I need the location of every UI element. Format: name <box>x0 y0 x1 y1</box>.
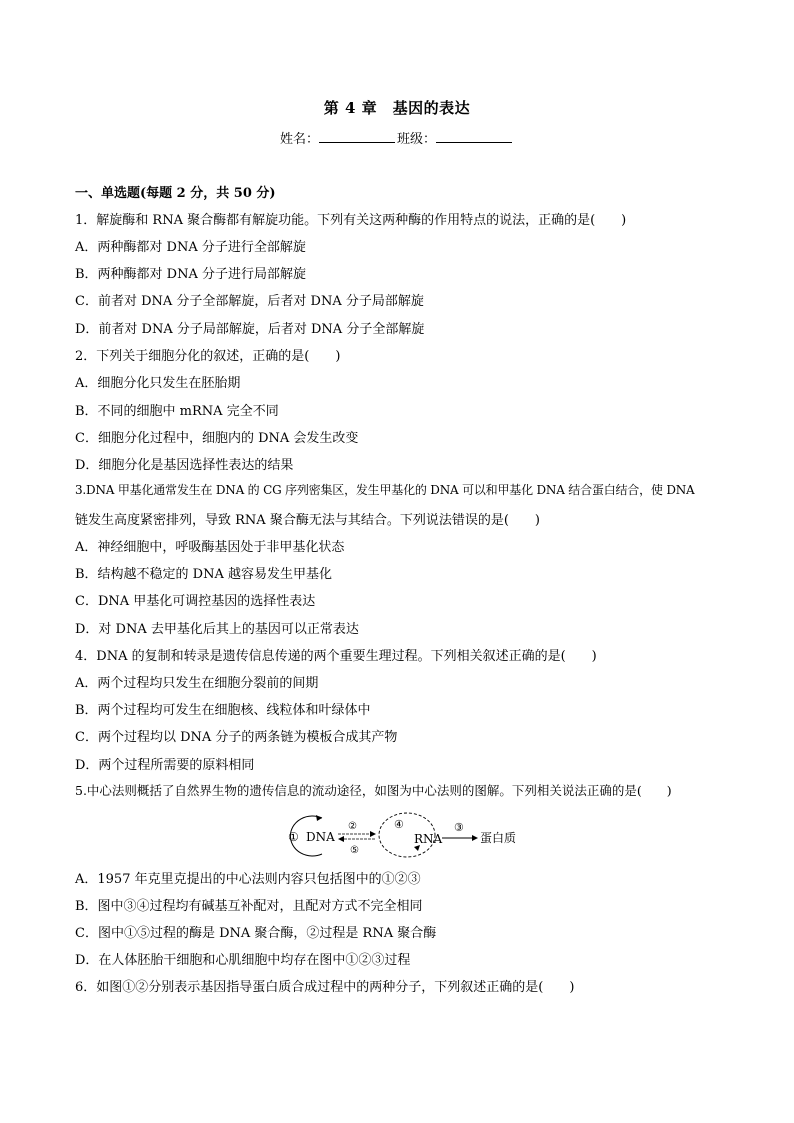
option-line: C．前者对 DNA 分子全部解旋，后者对 DNA 分子局部解旋 <box>75 294 424 309</box>
option-line: D．细胞分化是基因选择性表达的结果 <box>75 458 294 473</box>
option-line: D．前者对 DNA 分子局部解旋，后者对 DNA 分子全部解旋 <box>75 322 425 337</box>
name-blank[interactable] <box>319 130 395 143</box>
dna-label: DNA <box>306 830 335 844</box>
question-line: 4．DNA 的复制和转录是遗传信息传递的两个重要生理过程。下列相关叙述正确的是( ) <box>75 649 597 664</box>
option-line: D．对 DNA 去甲基化后其上的基因可以正常表达 <box>75 622 359 637</box>
page-title: 第 4 章 基因的表达 <box>323 99 471 117</box>
class-label: 班级： <box>397 132 437 147</box>
name-label: 姓名： <box>279 132 319 147</box>
question-line: 6．如图①②分别表示基因指导蛋白质合成过程中的两种分子，下列叙述正确的是( ) <box>75 980 575 995</box>
option-line: B．不同的细胞中 mRNA 完全不同 <box>75 404 279 419</box>
label-2: ② <box>348 821 357 832</box>
question-line: 3.DNA 甲基化通常发生在 DNA 的 CG 序列密集区，发生甲基化的 DNA 可以和甲基化 DNA 结合蛋白结合，使 DNA <box>75 483 695 497</box>
label-1: ① <box>288 830 299 844</box>
section-heading: 一、单选题(每题 2 分，共 50 分) <box>75 186 276 201</box>
question-line: 1．解旋酶和 RNA 聚合酶都有解旋功能。下列有关这两种酶的作用特点的说法，正确的是( ) <box>75 213 627 228</box>
label-5: ⑤ <box>350 845 359 856</box>
option-line: A．神经细胞中，呼吸酶基因处于非甲基化状态 <box>75 540 345 555</box>
option-line: C．细胞分化过程中，细胞内的 DNA 会发生改变 <box>75 431 359 446</box>
option-line: D．两个过程所需要的原料相同 <box>75 758 255 773</box>
question-line: 2．下列关于细胞分化的叙述，正确的是( ) <box>75 349 341 364</box>
option-line: C．图中①⑤过程的酶是 DNA 聚合酶，②过程是 RNA 聚合酶 <box>75 926 437 941</box>
class-blank[interactable] <box>436 130 512 143</box>
option-line: A．两个过程均只发生在细胞分裂前的间期 <box>75 676 319 691</box>
central-dogma-diagram <box>270 812 540 862</box>
option-line: D．在人体胚胎干细胞和心肌细胞中均存在图中①②③过程 <box>75 953 411 968</box>
option-line: B．两个过程均可发生在细胞核、线粒体和叶绿体中 <box>75 703 371 718</box>
label-4: ④ <box>394 818 404 831</box>
option-line: A．1957 年克里克提出的中心法则内容只包括图中的①②③ <box>75 872 421 887</box>
question-line: 5.中心法则概括了自然界生物的遗传信息的流动途径，如图为中心法则的图解。下列相关说法正确的是( ) <box>75 783 672 798</box>
rna-label: RNA <box>414 832 443 846</box>
option-line: C．两个过程均以 DNA 分子的两条链为模板合成其产物 <box>75 730 398 745</box>
question-line: 链发生高度紧密排列，导致 RNA 聚合酶无法与其结合。下列说法错误的是( ) <box>75 513 540 528</box>
protein-label: 蛋白质 <box>480 831 517 845</box>
name-class-line <box>0 128 794 147</box>
option-line: B．结构越不稳定的 DNA 越容易发生甲基化 <box>75 567 333 582</box>
option-line: B．两种酶都对 DNA 分子进行局部解旋 <box>75 267 307 282</box>
option-line: A．两种酶都对 DNA 分子进行全部解旋 <box>75 240 306 255</box>
label-3: ③ <box>454 821 464 834</box>
option-line: B．图中③④过程均有碱基互补配对，且配对方式不完全相同 <box>75 899 423 914</box>
option-line: A．细胞分化只发生在胚胎期 <box>75 376 241 391</box>
option-line: C．DNA 甲基化可调控基因的选择性表达 <box>75 594 316 609</box>
